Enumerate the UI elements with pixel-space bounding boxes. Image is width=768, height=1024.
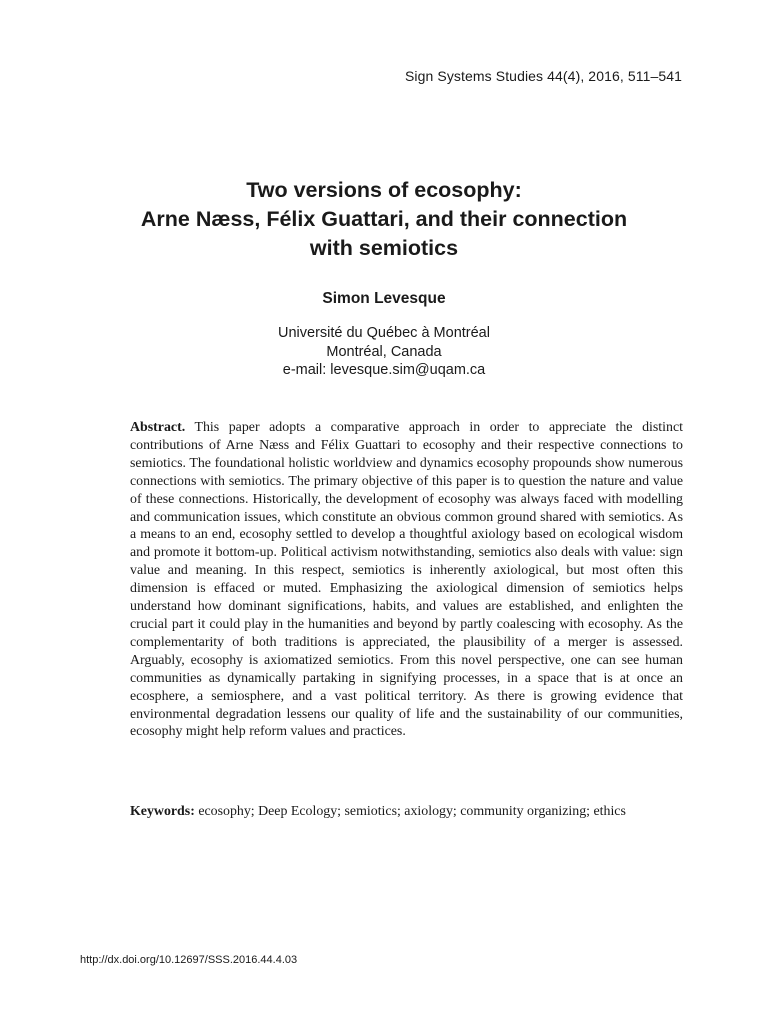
abstract-text: This paper adopts a comparative approach in order to appreciate the distinct contributions of Arne Næss and Félix Guattari to ecosophy and their respective connections to semiotics. The foundational holistic worldview and dynamics ecosophy propounds show numerous connections with semiotics. The primary objective of this paper is to question the nature and value of these connections. Historically, the development of ecosophy was always faced with modelling and communication issues, which constitute an obvious common ground shared with semiotics. As a means to an end, ecosophy settled to develop a thoughtful axiology based on ecological wisdom and promote it bottom-up. Political activism notwithstanding, semiotics also deals with value: sign value and meaning. In this respect, semiotics is inherently axiological, but most often this dimension is effaced or muted. Emphasizing the axiological dimension of semiotics helps understand how dominant significations, habits, and values are established, and enlighten the crucial part it could play in the humanities and beyond by partly coalescing with ecosophy. As the complementarity of both traditions is appreciated, the plausibility of a merger is assessed. Arguably, ecosophy is axiomatized semiotics. From this novel perspective, one can see human communities as dynamically partaking in signifying processes, in a space that is at once an ecosphere, a semiosphere, and a vast political territory. As there is growing evidence that environmental degradation lessens our quality of life and the sustainability of our communities, ecosophy might help reform values and practices. [130,420,683,740]
journal-reference: Sign Systems Studies 44(4), 2016, 511–541 [404,68,682,84]
doi-link[interactable]: http://dx.doi.org/10.12697/SSS.2016.44.4.03 [80,954,298,966]
article-title [0,176,768,263]
title-line-1: Two versions of ecosophy: [246,178,522,202]
author-name: Simon Levesque [322,290,446,307]
abstract-label: Abstract. [130,420,186,435]
affiliation-email: e-mail: levesque.sim@uqam.ca [282,362,486,378]
abstract [130,419,683,741]
title-line-2: Arne Næss, Félix Guattari, and their connection [140,207,628,231]
keywords-text: ecosophy; Deep Ecology; semiotics; axiology; community organizing; ethics [198,804,626,819]
keywords [130,803,690,821]
affiliation-institution: Université du Québec à Montréal [278,325,490,341]
title-line-3: with semiotics [309,236,459,260]
keywords-label: Keywords: [130,804,195,819]
author-affiliation [0,324,768,380]
affiliation-location: Montréal, Canada [326,343,442,360]
